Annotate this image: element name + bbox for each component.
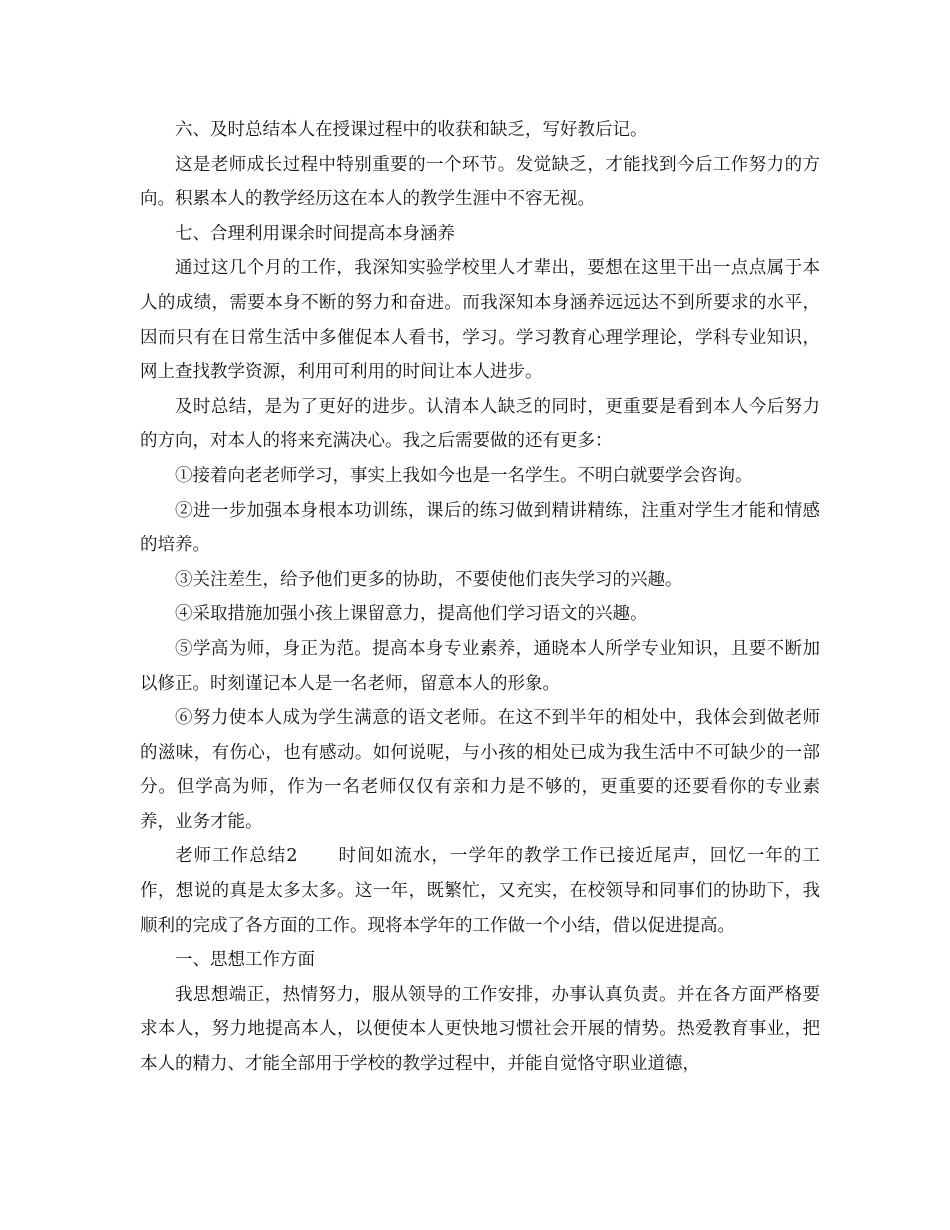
list-item-1: ①接着向老老师学习，事实上我如今也是一名学生。不明白就要学会咨询。 (175, 465, 753, 486)
heading-ideology: 一、思想工作方面 (175, 950, 315, 971)
paragraph-summary-progress: 及时总结，是为了更好的进步。认清本人缺乏的同时，更重要是看到本人今后努力的方向，对本人的将来充满决心。我之后需要做的还有更多： (140, 396, 820, 452)
list-item-2: ②进一步加强本身根本功训练，课后的练习做到精讲精练，注重对学生才能和情感的培养。 (140, 500, 820, 556)
document-body (140, 113, 820, 1082)
section2-title: 老师工作总结2 (175, 846, 298, 867)
section2-paragraph (140, 839, 820, 943)
paragraph-self-study: 通过这几个月的工作，我深知实验学校里人才辈出，要想在这里干出一点点属于本人的成绩，需要本身不断的努力和奋进。而我深知本身涵养远远达不到所要求的水平，因而只有在日常生活中多催促本人看书，学习。学习教育心理学理论，学科专业知识，网上查找教学资源，利用可利用的时间让本人进步。 (140, 258, 820, 383)
paragraph-growth-link: 这是老师成长过程中特别重要的一个环节。发觉缺乏，才能找到今后工作努力的方向。积累本人的教学经历这在本人的教学生涯中不容无视。 (140, 154, 820, 210)
heading-summarize-teaching: 六、及时总结本人在授课过程中的收获和缺乏，写好教后记。 (175, 120, 648, 140)
list-item-6: ⑥努力使本人成为学生满意的语文老师。在这不到半年的相处中，我体会到做老师的滋味，有伤心，也有感动。如何说呢，与小孩的相处已成为我生活中不可缺少的一部分。但学高为师，作为一名老师仅仅有亲和力是不够的，更重要的还要看你的专业素养，业务才能。 (140, 708, 820, 832)
paragraph-ideology: 我思想端正，热情努力，服从领导的工作安排，办事认真负责。并在各方面严格要求本人，努力地提高本人，以便使本人更快地习惯社会开展的情势。热爱教育事业，把本人的精力、才能全部用于学校的教学过程中，并能自觉恪守职业道德， (140, 984, 820, 1075)
list-item-3: ③关注差生，给予他们更多的协助，不要使他们丧失学习的兴趣。 (175, 569, 683, 590)
list-item-4: ④采取措施加强小孩上课留意力，提高他们学习语文的兴趣。 (175, 604, 648, 625)
section2-text: 时间如流水，一学年的教学工作已接近尾声，回忆一年的工作，想说的真是太多太多。这一年，既繁忙，又充实，在校领导和同事们的协助下，我顺利的完成了各方面的工作。现将本学年的工作做一个小结，借以促进提高。 (140, 846, 820, 936)
heading-spare-time: 七、合理利用课余时间提高本身涵养 (175, 223, 455, 244)
list-item-5: ⑤学高为师，身正为范。提高本身专业素养，通晓本人所学专业知识，且要不断加以修正。时刻谨记本人是一名老师，留意本人的形象。 (140, 638, 820, 694)
